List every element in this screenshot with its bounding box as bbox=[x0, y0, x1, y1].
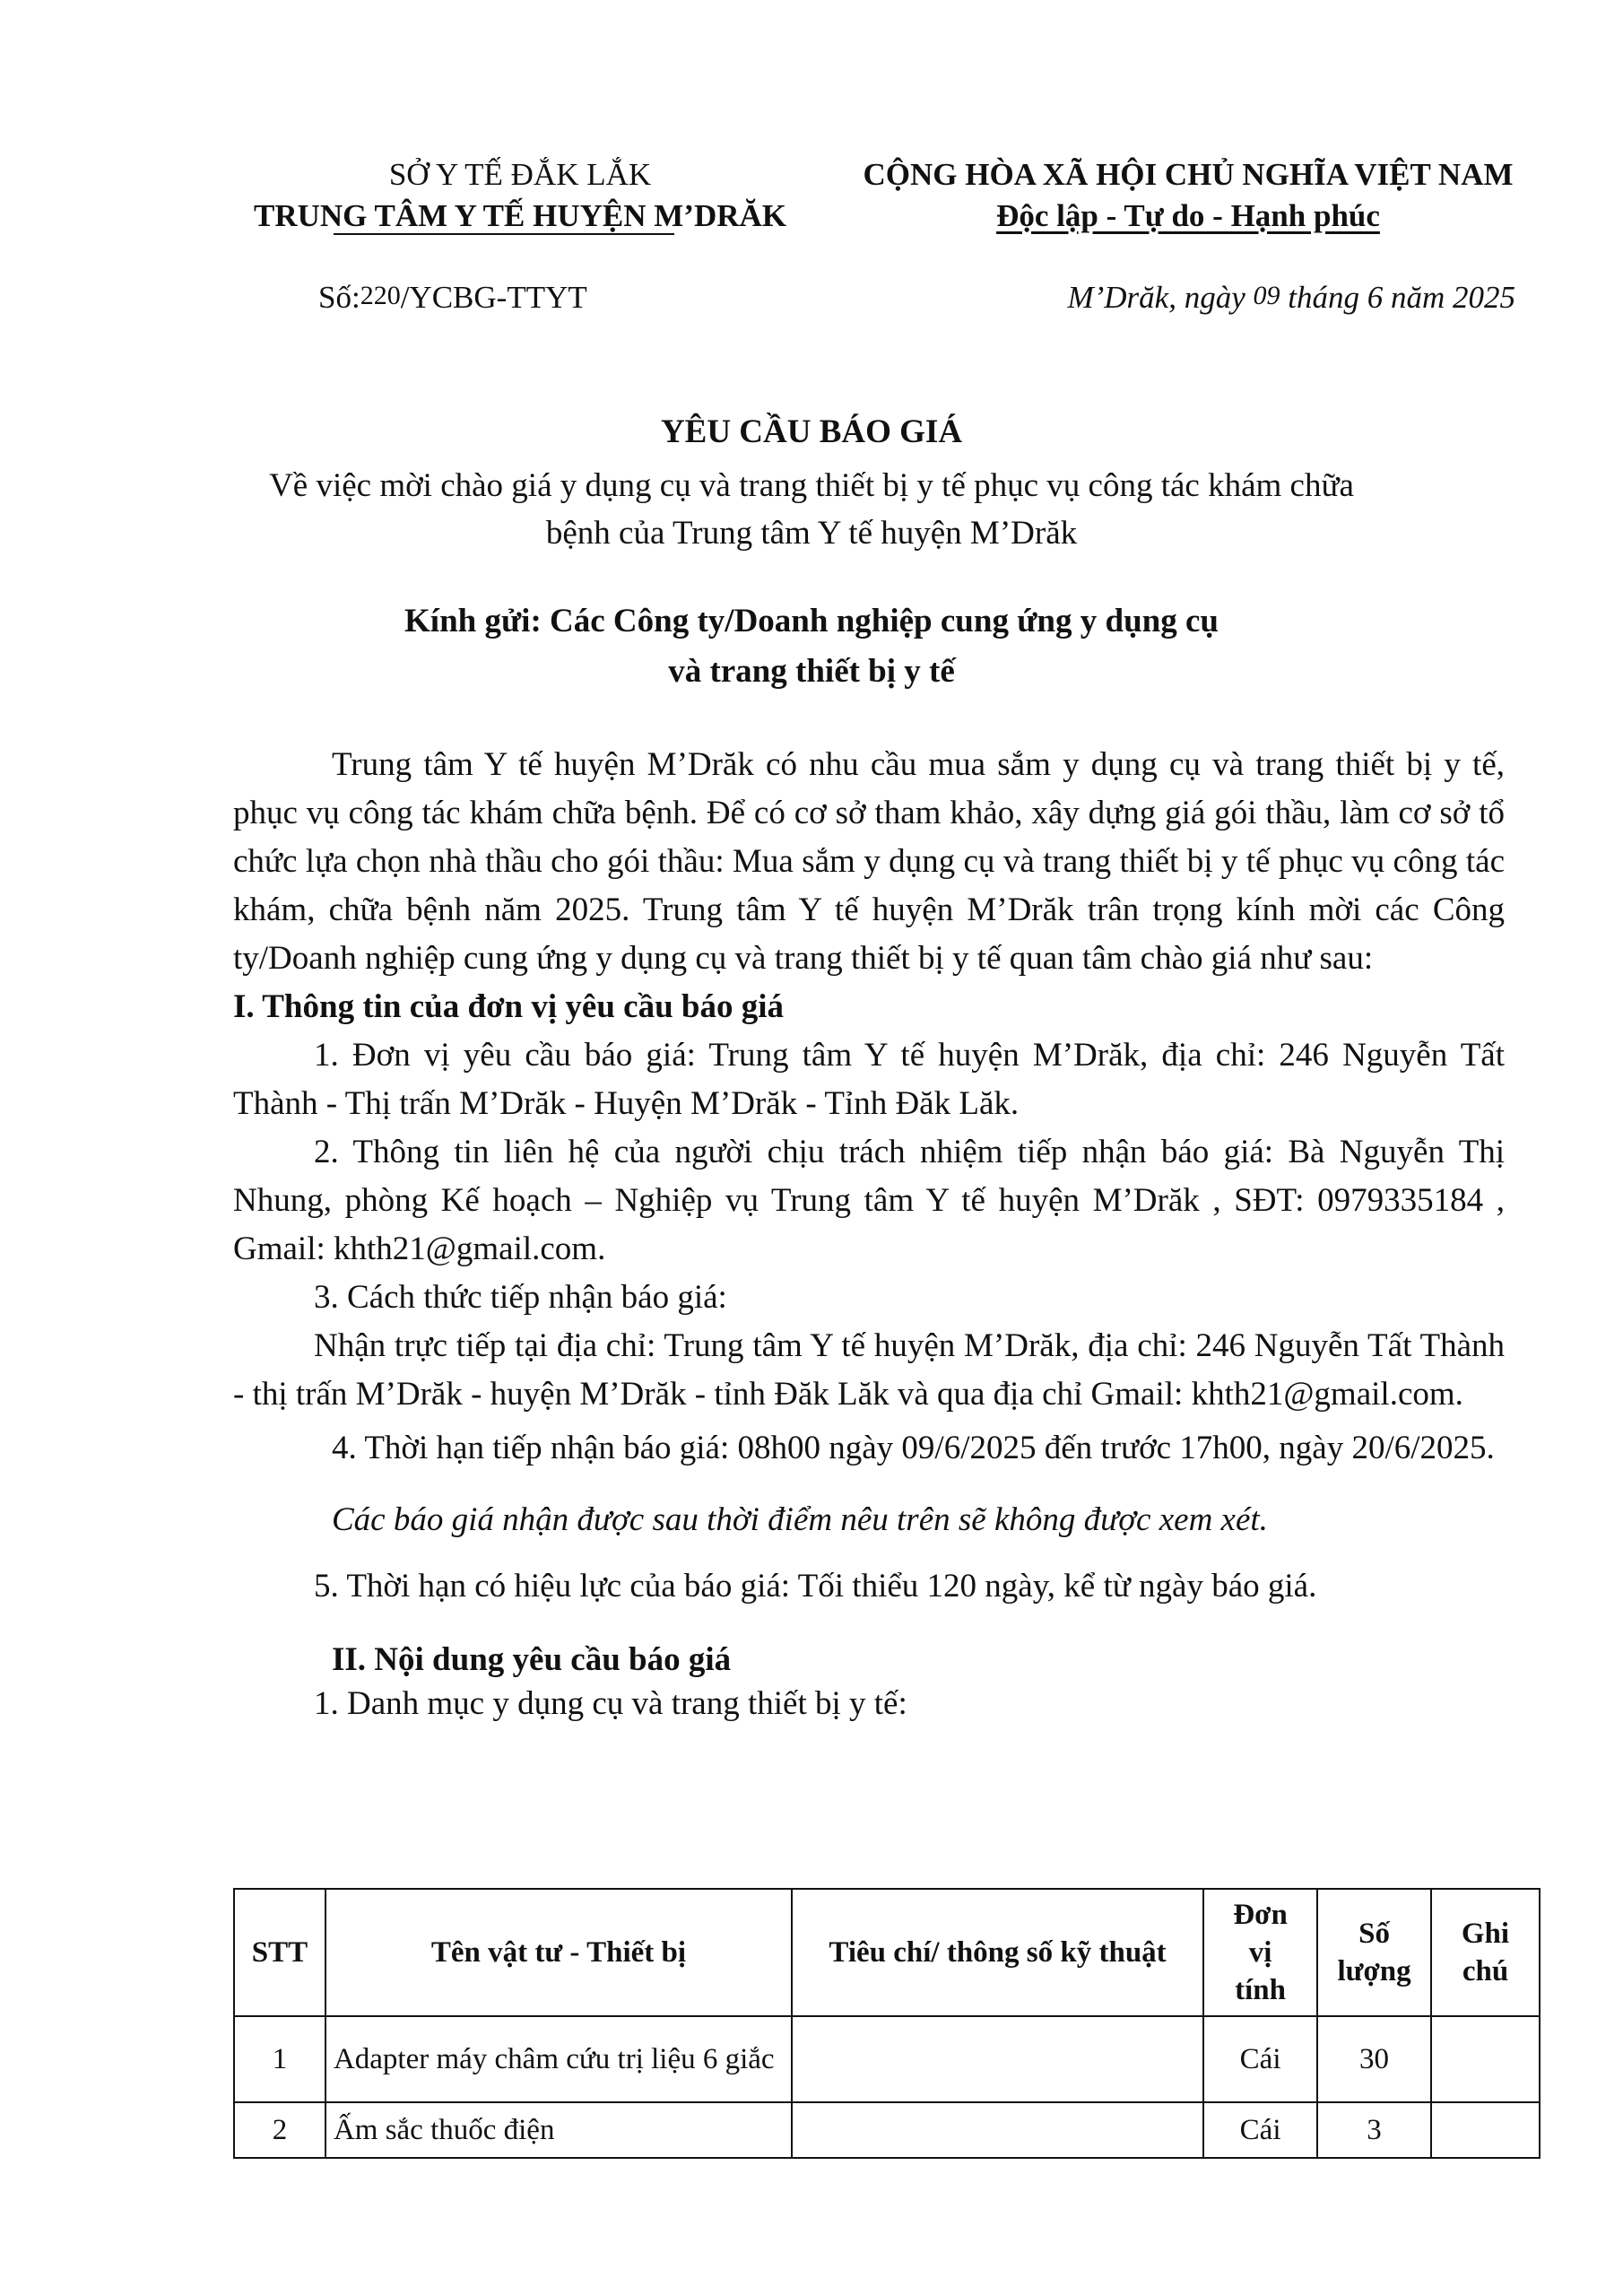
col-header-stt: STT bbox=[234, 1889, 325, 2016]
cell-unit: Cái bbox=[1203, 2016, 1317, 2102]
section-2-item-1: 1. Danh mục y dụng cụ và trang thiết bị y tế: bbox=[314, 1685, 907, 1722]
table-row bbox=[234, 2102, 1540, 2158]
section-1-heading: I. Thông tin của đơn vị yêu cầu báo giá bbox=[233, 988, 785, 1025]
col-header-qty: Số lượng bbox=[1317, 1889, 1431, 2016]
cell-name: Ấm sắc thuốc điện bbox=[325, 2102, 792, 2158]
cell-name: Adapter máy châm cứu trị liệu 6 giắc bbox=[325, 2016, 792, 2102]
national-motto: Độc lập - Tự do - Hạnh phúc bbox=[996, 198, 1380, 233]
cell-spec bbox=[792, 2102, 1203, 2158]
document-number: Số:220/YCBG-TTYT bbox=[318, 280, 587, 315]
document-number-value: 220 bbox=[360, 281, 401, 310]
cell-stt: 2 bbox=[234, 2102, 325, 2158]
cell-qty: 30 bbox=[1317, 2016, 1431, 2102]
cell-unit: Cái bbox=[1203, 2102, 1317, 2158]
section-1-item-2: 2. Thông tin liên hệ của người chịu trách nhiệm tiếp nhận báo giá: Bà Nguyễn Thị Nhung, phòng Kế hoạch – Nghiệp vụ Trung tâm Y tế huyện M’Drăk , SĐT: 0979335184 , Gmail: khth21@gmail.com. bbox=[233, 1134, 1505, 1267]
section-2-heading: II. Nội dung yêu cầu báo giá bbox=[332, 1641, 732, 1678]
document-title: YÊU CẦU BÁO GIÁ bbox=[660, 413, 963, 450]
recipient-line: Kính gửi: Các Công ty/Doanh nghiệp cung ứng y dụng cụ và trang thiết bị y tế bbox=[404, 603, 1219, 690]
cell-note bbox=[1431, 2016, 1540, 2102]
late-submission-note: Các báo giá nhận được sau thời điểm nêu trên sẽ không được xem xét. bbox=[332, 1501, 1268, 1538]
document-date-day: 09 bbox=[1253, 281, 1280, 310]
agency-header bbox=[206, 154, 834, 237]
national-header bbox=[838, 154, 1538, 237]
agency-underline bbox=[334, 233, 674, 235]
section-1-item-3: 3. Cách thức tiếp nhận báo giá: bbox=[314, 1279, 727, 1316]
cell-qty: 3 bbox=[1317, 2102, 1431, 2158]
document-date: M’Drăk, ngày 09 tháng 6 năm 2025 bbox=[1067, 280, 1515, 315]
section-1-item-5: 5. Thời hạn có hiệu lực của báo giá: Tối thiểu 120 ngày, kể từ ngày báo giá. bbox=[314, 1568, 1317, 1605]
items-table bbox=[233, 1888, 1541, 2159]
section-1-item-4: 4. Thời hạn tiếp nhận báo giá: 08h00 ngày 09/6/2025 đến trước 17h00, ngày 20/6/2025. bbox=[332, 1430, 1495, 1466]
col-header-unit: Đơn vị tính bbox=[1203, 1889, 1317, 2016]
col-header-name: Tên vật tư - Thiết bị bbox=[325, 1889, 792, 2016]
col-header-spec: Tiêu chí/ thông số kỹ thuật bbox=[792, 1889, 1203, 2016]
document-body bbox=[233, 741, 1505, 1724]
issuing-agency: TRUNG TÂM Y TẾ HUYỆN M’DRĂK bbox=[253, 198, 787, 233]
section-1-item-3-detail: Nhận trực tiếp tại địa chỉ: Trung tâm Y tế huyện M’Drăk, địa chỉ: 246 Nguyễn Tất Thành - thị trấn M’Drăk - huyện M’Drăk - tỉnh Đăk Lăk và qua địa chỉ Gmail: khth21@gmail.com. bbox=[233, 1327, 1505, 1413]
table-row bbox=[234, 2016, 1540, 2102]
col-header-note: Ghi chú bbox=[1431, 1889, 1540, 2016]
parent-agency: SỞ Y TẾ ĐẮK LẮK bbox=[388, 157, 652, 192]
intro-paragraph: Trung tâm Y tế huyện M’Drăk có nhu cầu mua sắm y dụng cụ và trang thiết bị y tế, phục vụ công tác khám chữa bệnh. Để có cơ sở tham khảo, xây dựng giá gói thầu, làm cơ sở tổ chức lựa chọn nhà thầu cho gói thầu: Mua sắm y dụng cụ và trang thiết bị y tế phục vụ công tác khám, chữa bệnh năm 2025. Trung tâm Y tế huyện M’Drăk trân trọng kính mời các Công ty/Doanh nghiệp cung ứng y dụng cụ và trang thiết bị y tế quan tâm chào giá như sau: bbox=[233, 746, 1505, 977]
table-header-row bbox=[234, 1889, 1540, 2016]
section-1-item-1: 1. Đơn vị yêu cầu báo giá: Trung tâm Y tế huyện M’Drăk, địa chỉ: 246 Nguyễn Tất Thành - Thị trấn M’Drăk - Huyện M’Drăk - Tỉnh Đăk Lăk. bbox=[233, 1037, 1505, 1122]
national-title: CỘNG HÒA XÃ HỘI CHỦ NGHĨA VIỆT NAM bbox=[863, 157, 1514, 192]
cell-stt: 1 bbox=[234, 2016, 325, 2102]
cell-spec bbox=[792, 2016, 1203, 2102]
cell-note bbox=[1431, 2102, 1540, 2158]
document-subtitle: Về việc mời chào giá y dụng cụ và trang thiết bị y tế phục vụ công tác khám chữa bệnh của Trung tâm Y tế huyện M’Drăk bbox=[269, 467, 1354, 552]
